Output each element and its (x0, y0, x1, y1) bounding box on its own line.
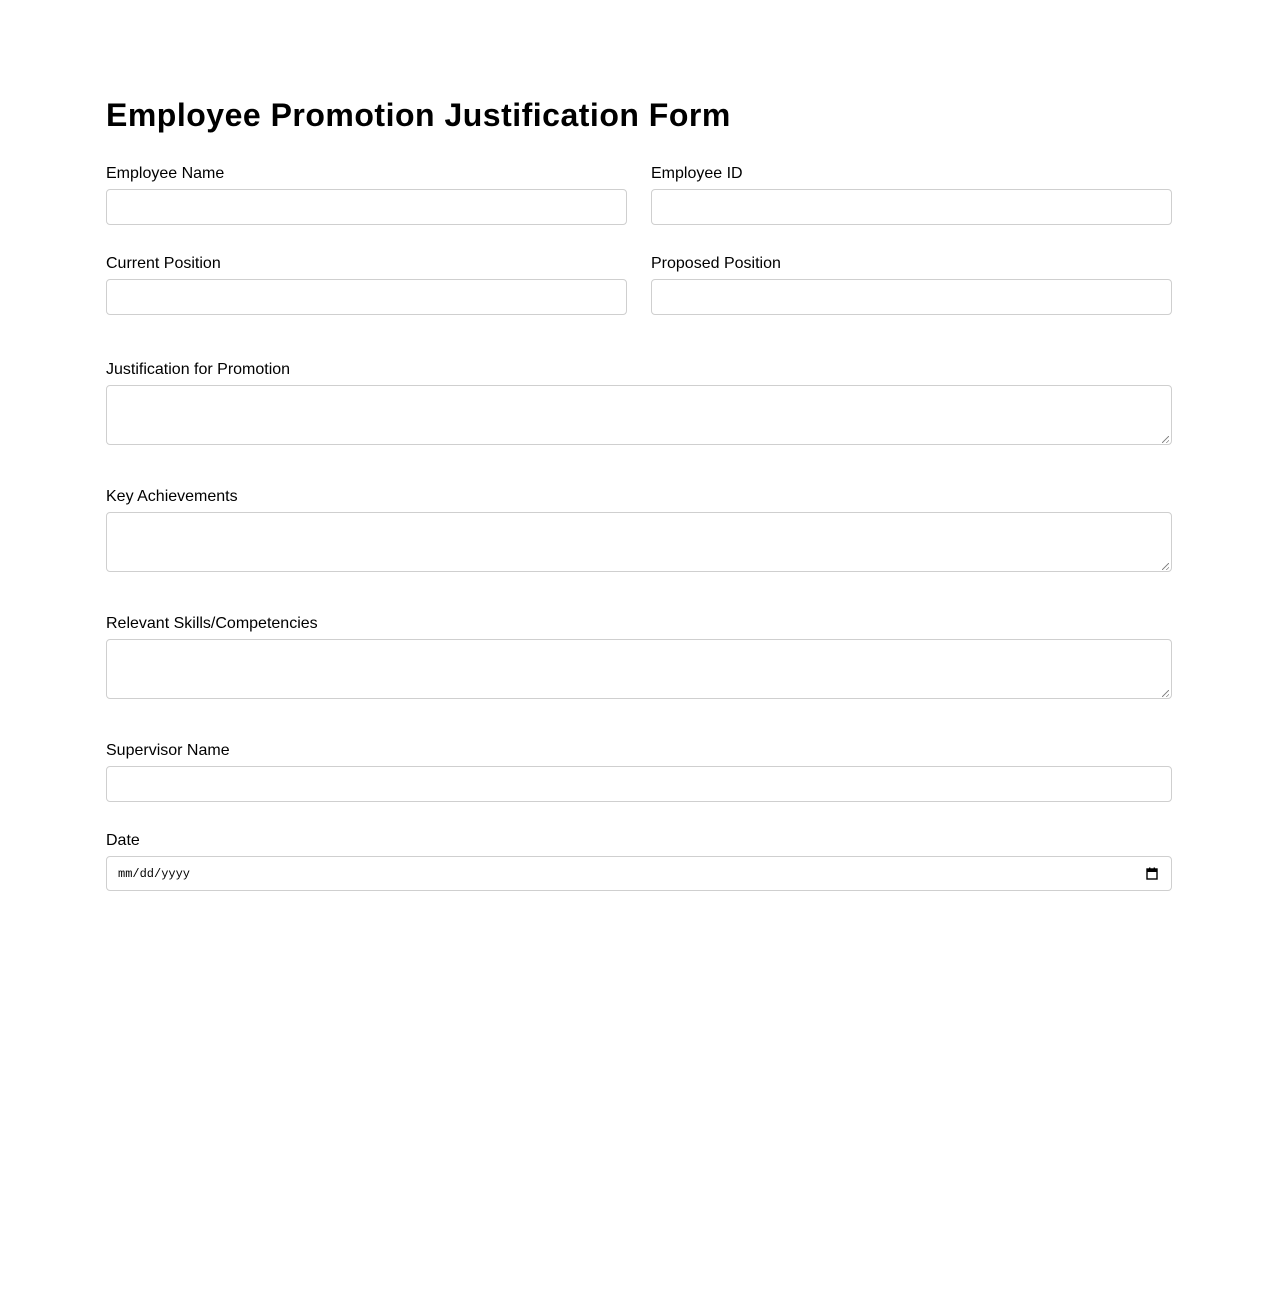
proposed-position-input[interactable] (651, 279, 1172, 315)
resize-handle-icon[interactable] (1162, 563, 1169, 570)
supervisor-name-input[interactable] (106, 766, 1172, 802)
skills-label: Relevant Skills/Competencies (106, 615, 318, 632)
employee-name-input[interactable] (106, 189, 627, 225)
date-placeholder: mm/dd/yyyy (118, 867, 191, 881)
employee-name-label: Employee Name (106, 165, 225, 182)
employee-id-field (651, 165, 1172, 183)
employee-id-label: Employee ID (651, 165, 743, 182)
resize-handle-icon[interactable] (1162, 436, 1169, 443)
skills-field (106, 615, 1172, 633)
key-achievements-label: Key Achievements (106, 488, 238, 505)
supervisor-name-label: Supervisor Name (106, 742, 230, 759)
proposed-position-label: Proposed Position (651, 255, 781, 272)
key-achievements-field (106, 488, 1172, 506)
proposed-position-field (651, 255, 1172, 273)
employee-id-input[interactable] (651, 189, 1172, 225)
justification-textarea[interactable] (106, 385, 1172, 445)
justification-field (106, 361, 1172, 379)
current-position-input[interactable] (106, 279, 627, 315)
current-position-field (106, 255, 627, 273)
supervisor-name-field (106, 742, 1172, 760)
date-label: Date (106, 832, 140, 849)
page-title: Employee Promotion Justification Form (106, 97, 731, 133)
key-achievements-textarea[interactable] (106, 512, 1172, 572)
resize-handle-icon[interactable] (1162, 690, 1169, 697)
justification-label: Justification for Promotion (106, 361, 291, 378)
calendar-icon[interactable] (1146, 867, 1158, 880)
date-input[interactable] (106, 856, 1172, 891)
current-position-label: Current Position (106, 255, 221, 272)
skills-textarea[interactable] (106, 639, 1172, 699)
date-field (106, 832, 1172, 881)
employee-name-field (106, 165, 627, 183)
